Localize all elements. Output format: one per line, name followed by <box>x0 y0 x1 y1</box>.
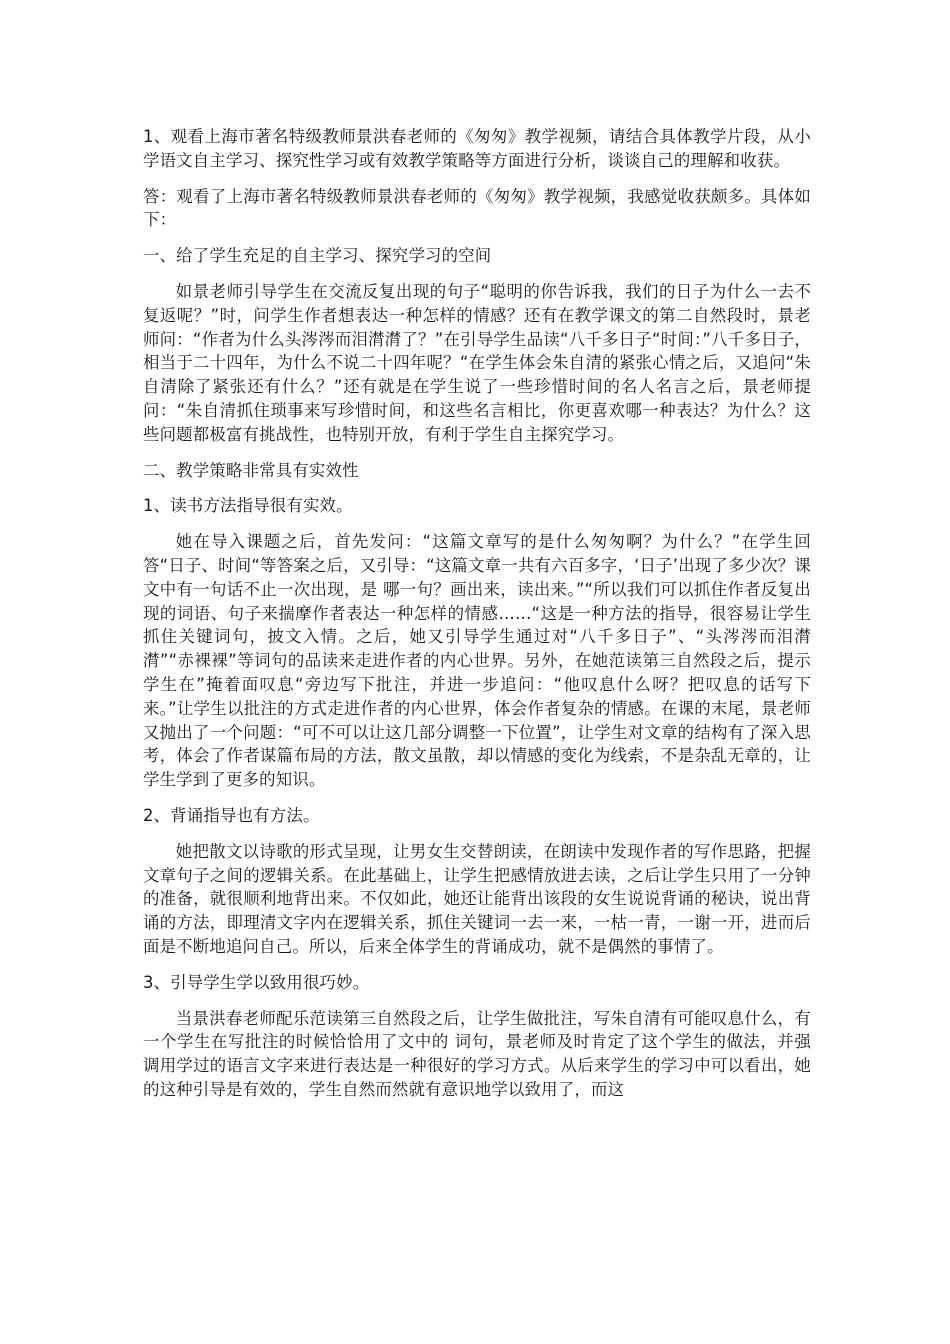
subsection-heading-reading: 1、读书方法指导很有实效。 <box>143 496 353 516</box>
subsection-heading-application: 3、引导学生学以致用很巧妙。 <box>143 972 370 992</box>
answer-intro: 答：观看了上海市著名特级教师景洪春老师的《匆匆》教学视频，我感觉收获颇多。具体如下： <box>143 186 811 230</box>
subsection-paragraph-reading: 她在导入课题之后，首先发问：“这篇文章写的是什么匆匆啊？为什么？”在学生回答“日子、时间“等答案之后，又引导：“这篇文章一共有六百多字，‘日子’出现了多少次？课文中有一句话不止一次出现，是 哪一句？画出来，读出来。”“所以我们可以抓住作者反复出现的词语、句子来揣摩作者表达一种怎样的情感……“这是一种方法的指导，很容易让学生抓住关键词句，披文入情。之后，她又引导学生通过对“八千多日子”、“头涔涔而泪潸潸”“赤裸裸”等词句的品读来走进作者的内心世界。另外，在她范读第三自然段之后，提示学生在”掩着面叹息“旁边写下批注，并进一步追问：“他叹息什么呀？把叹息的话写下来。”让学生以批注的方式走进作者的内心世界，体会作者复杂的情感。在课的末尾，景老师又抛出了一个问题：“可不可以让这几部分调整一下位置”，让学生对文章的结构有了深入思考，体会了作者谋篇布局的方法，散文虽散，却以情感的变化为线索，不是杂乱无章的，让学生学到了更多的知识。 <box>143 532 811 790</box>
section-heading-2: 二、教学策略非常具有实效性 <box>143 460 359 480</box>
section-heading-1: 一、给了学生充足的自主学习、探究学习的空间 <box>143 246 492 266</box>
subsection-heading-recitation: 2、背诵指导也有方法。 <box>143 805 320 825</box>
subsection-paragraph-recitation: 她把散文以诗歌的形式呈现，让男女生交替朗读，在朗读中发现作者的写作思路，把握文章句子之间的逻辑关系。在此基础上，让学生把感情放进去读，之后让学生只用了一分钟的准备，就很顺利地背出来。不仅如此，她还让能背出该段的女生说说背诵的秘诀，说出背诵的方法，即理清文字内在逻辑关系，抓住关键词一去一来，一枯一青，一谢一开，进而后面是不断地追问自己。所以，后来全体学生的背诵成功，就不是偶然的事情了。 <box>143 841 811 956</box>
section-paragraph-1: 如景老师引导学生在交流反复出现的句子“聪明的你告诉我，我们的日子为什么一去不复返呢？”时，问学生作者想表达一种怎样的情感？还有在教学课文的第二自然段时，景老师问：“作者为什么头涔涔而泪潸潸了？”在引导学生品读“八千多日子“时间：”八千多日子，相当于二十四年，为什么不说二十四年呢？“在学生体会朱自清的紧张心情之后，又追问“朱自清除了紧张还有什么？”还有就是在学生说了一些珍惜时间的名人名言之后，景老师提问：“朱自清抓住琐事来写珍惜时间，和这些名言相比，你更喜欢哪一种表达？为什么？这些问题都极富有挑战性，也特别开放，有利于学生自主探究学习。 <box>143 281 811 444</box>
subsection-paragraph-application: 当景洪春老师配乐范读第三自然段之后，让学生做批注，写朱自清有可能叹息什么，有一个学生在写批注的时候恰恰用了文中的 词句，景老师及时肯定了这个学生的做法，并强调用学过的语言文字来进行表达是一种很好的学习方式。从后来学生的学习中可以看出，她的这种引导是有效的，学生自然而然就有意识地学以致用了，而这 <box>143 1008 811 1099</box>
question-paragraph: 1、观看上海市著名特级教师景洪春老师的《匆匆》教学视频，请结合具体教学片段，从小学语文自主学习、探究性学习或有效教学策略等方面进行分析，谈谈自己的理解和收获。 <box>143 127 811 170</box>
document-page <box>143 125 811 1114</box>
